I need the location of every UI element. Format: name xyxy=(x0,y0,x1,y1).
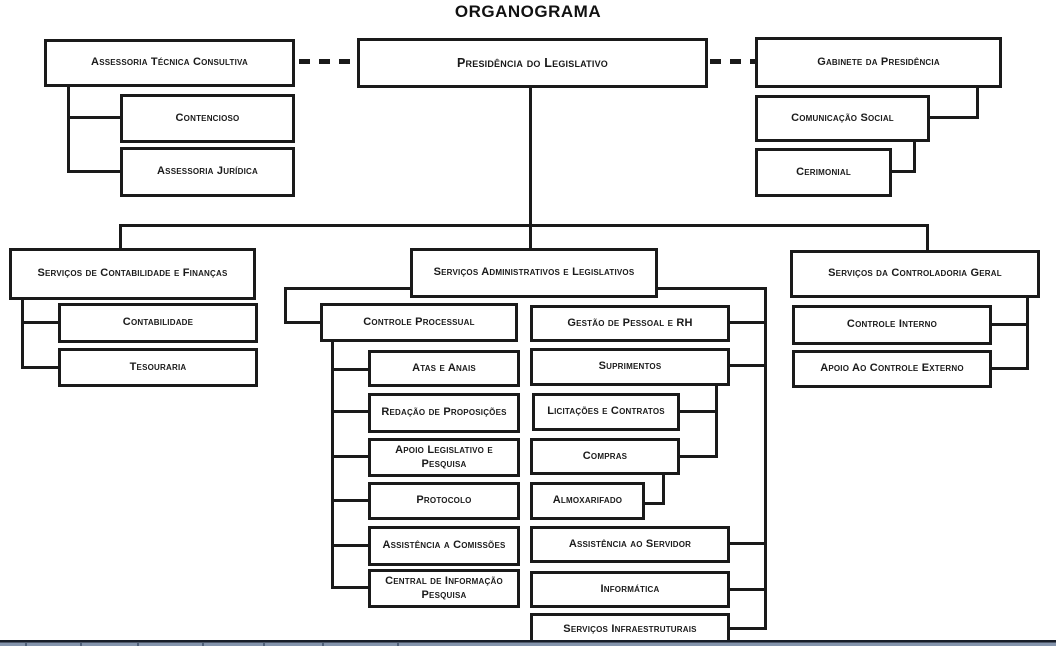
connector xyxy=(331,342,334,589)
connector xyxy=(645,502,665,505)
connector xyxy=(21,321,60,324)
node-tesouraria: Tesouraria xyxy=(58,348,258,387)
bottom-edge-bar xyxy=(0,640,1056,646)
connector xyxy=(992,323,1029,326)
connector xyxy=(730,364,766,367)
connector xyxy=(926,224,929,252)
connector xyxy=(913,142,916,173)
node-cerimonial: Cerimonial xyxy=(755,148,892,197)
node-contencioso: Contencioso xyxy=(120,94,295,143)
node-almoxarifado: Almoxarifado xyxy=(530,482,645,520)
connector xyxy=(715,386,718,458)
node-presidencia: Presidência do Legislativo xyxy=(357,38,708,88)
connector xyxy=(680,410,718,413)
connector xyxy=(331,544,369,547)
node-controladoria: Serviços da Controladoria Geral xyxy=(790,250,1040,298)
connector xyxy=(119,224,929,227)
connector xyxy=(662,475,665,505)
node-central-informacao: Central de Informação Pesquisa xyxy=(368,569,520,608)
node-licitacoes-contratos: Licitações e Contratos xyxy=(532,393,680,431)
node-gabinete: Gabinete da Presidência xyxy=(755,37,1002,88)
connector xyxy=(892,170,916,173)
node-suprimentos: Suprimentos xyxy=(530,348,730,386)
page-title: ORGANOGRAMA xyxy=(454,2,602,21)
connector xyxy=(331,368,369,371)
node-apoio-controle-externo: Apoio Ao Controle Externo xyxy=(792,350,992,388)
connector xyxy=(21,366,60,369)
node-compras: Compras xyxy=(530,438,680,475)
node-assessoria-tecnica: Assessoria Técnica Consultiva xyxy=(44,39,295,87)
node-controle-interno: Controle Interno xyxy=(792,305,992,345)
connector xyxy=(1026,298,1029,370)
connector xyxy=(730,627,766,630)
connector xyxy=(658,287,767,290)
connector xyxy=(730,542,766,545)
connector xyxy=(331,499,369,502)
connector xyxy=(119,224,122,250)
node-contabilidade: Contabilidade xyxy=(58,303,258,343)
connector xyxy=(976,88,979,119)
connector xyxy=(331,410,369,413)
connector xyxy=(331,586,369,589)
connector xyxy=(730,321,766,324)
node-servicos-infraestruturais: Serviços Infraestruturais xyxy=(530,613,730,646)
connector xyxy=(680,455,718,458)
connector xyxy=(930,116,979,119)
node-comunicacao-social: Comunicação Social xyxy=(755,95,930,142)
node-apoio-legislativo: Apoio Legislativo e Pesquisa xyxy=(368,438,520,477)
dashed-connector-right xyxy=(710,59,755,64)
node-assessoria-juridica: Assessoria Jurídica xyxy=(120,147,295,197)
dashed-connector-left xyxy=(299,59,355,64)
connector xyxy=(992,367,1029,370)
connector xyxy=(284,321,322,324)
connector xyxy=(331,455,369,458)
node-redacao-proposicoes: Redação de Proposições xyxy=(368,393,520,433)
node-gestao-pessoal: Gestão de Pessoal e RH xyxy=(530,305,730,342)
node-assistencia-servidor: Assistência ao Servidor xyxy=(530,526,730,563)
connector xyxy=(730,588,766,591)
node-informatica: Informática xyxy=(530,571,730,608)
connector xyxy=(764,287,767,630)
connector xyxy=(67,116,122,119)
node-contabilidade-financas: Serviços de Contabilidade e Finanças xyxy=(9,248,256,300)
node-administrativos-legislativos: Serviços Administrativos e Legislativos xyxy=(410,248,658,298)
node-protocolo: Protocolo xyxy=(368,482,520,520)
connector xyxy=(67,170,122,173)
node-atas-anais: Atas e Anais xyxy=(368,350,520,387)
node-assistencia-comissoes: Assistência a Comissões xyxy=(368,526,520,566)
connector xyxy=(284,287,412,290)
node-controle-processual: Controle Processual xyxy=(320,303,518,342)
connector xyxy=(67,87,70,173)
connector xyxy=(21,300,24,369)
connector xyxy=(284,287,287,324)
